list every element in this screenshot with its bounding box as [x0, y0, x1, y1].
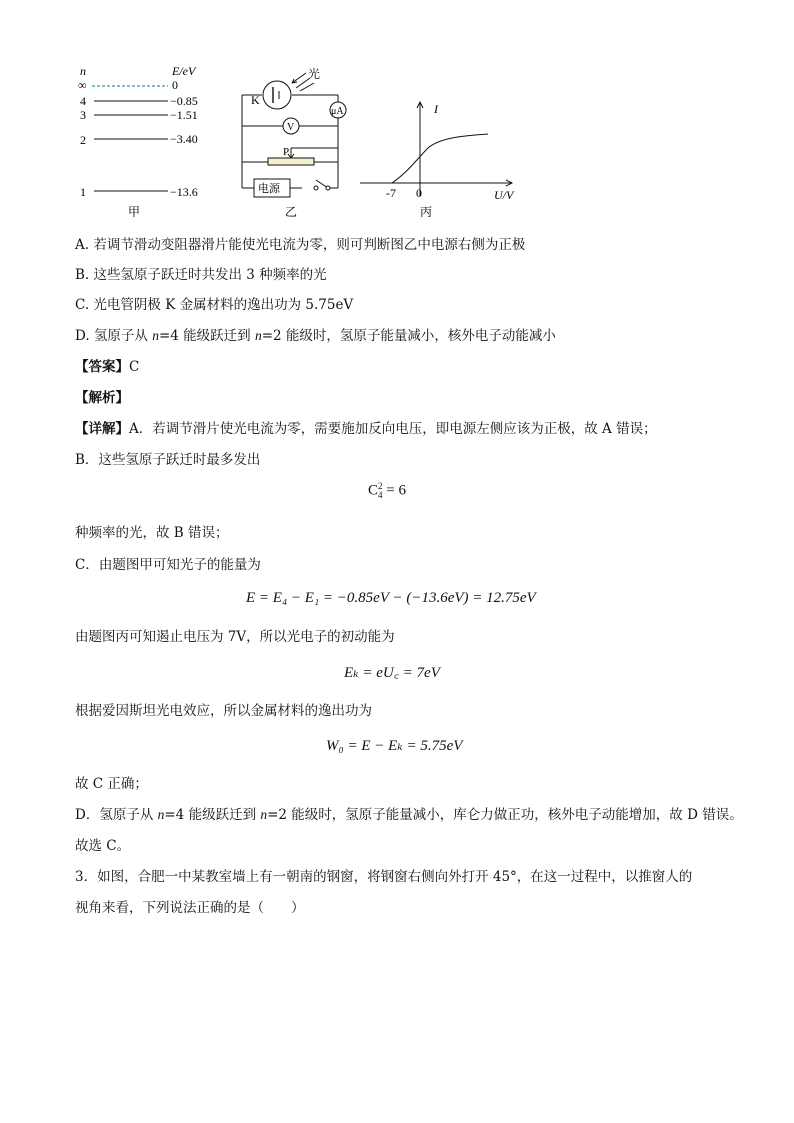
caption-bing: 丙: [420, 205, 433, 219]
level-e-2: −3.40: [170, 132, 198, 146]
analysis-tag: 【解析】: [75, 390, 129, 406]
question-3-line-2: 视角来看，下列说法正确的是（ ）: [75, 900, 305, 916]
light-rays-icon: [292, 66, 320, 91]
tick-label-neg7: -7: [386, 186, 396, 200]
circuit-diagram: [242, 95, 338, 188]
photon-energy-equation: E = E₄ − E₁ = −0.85eV − (−13.6eV) = 12.75eV: [246, 590, 536, 606]
e-axis-label: E/eV: [172, 64, 196, 78]
tick-label-zero: 0: [416, 186, 422, 200]
detail-c3: 根据爱因斯坦光电效应，所以金属材料的逸出功为: [75, 703, 372, 719]
option-c: C. 光电管阴极 K 金属材料的逸出功为 5.75eV: [75, 297, 354, 313]
photocurrent-curve: [372, 134, 488, 183]
answer-tag: 【答案】: [75, 359, 129, 375]
i-axis-label: I: [434, 102, 438, 116]
light-label: 光: [308, 67, 321, 81]
detail-choose: 故选 C。: [75, 838, 131, 854]
kinetic-energy-equation: Eₖ = eU꜀ = 7eV: [344, 665, 440, 681]
detail-c2: 由题图丙可知遏止电压为 7V，所以光电子的初动能为: [75, 629, 395, 645]
level-n-3: 3: [80, 108, 86, 122]
level-e-1: −13.6: [170, 185, 198, 199]
option-a: A. 若调节滑动变阻器滑片能使光电流为零，则可判断图乙中电源右侧为正极: [75, 237, 526, 253]
option-b: B. 这些氢原子跃迁时共发出 3 种频率的光: [75, 267, 327, 283]
level-n-4: 4: [80, 94, 86, 108]
level-e-3: −1.51: [170, 108, 198, 122]
question-figure: [70, 58, 540, 228]
level-n-1: 1: [80, 185, 86, 199]
answer-line: [75, 358, 139, 376]
answer-value: C: [129, 359, 140, 375]
caption-yi: 乙: [285, 205, 298, 219]
level-e-inf: 0: [172, 78, 178, 92]
detail-b: B．这些氢原子跃迁时最多发出: [75, 452, 261, 468]
detail-d: D．氢原子从 n=4 能级跃迁到 n=2 能级时，氢原子能量减小，库仑力做正功，核外电子动能增加，故 D 错误。: [75, 807, 743, 823]
option-d: D. 氢原子从 n=4 能级跃迁到 n=2 能级时，氢原子能量减小，核外电子动能减小: [75, 328, 556, 344]
level-n-inf: ∞: [78, 78, 87, 92]
iu-graph: [360, 102, 515, 219]
microammeter-label: μA: [331, 106, 344, 117]
cathode-label-k: K: [251, 93, 260, 107]
combination-equation: C 2 4 = 6: [368, 481, 406, 500]
detail-c: C．由题图甲可知光子的能量为: [75, 557, 261, 573]
u-axis-label: U/V: [494, 188, 514, 202]
slider-label-p: P: [283, 146, 290, 158]
detail-a: 【详解】A．若调节滑片使光电流为零，需要施加反向电压，即电源左侧应该为正极，故 A 错误；: [75, 421, 657, 437]
voltmeter-label: V: [287, 122, 295, 133]
detail-tag: 【详解】: [75, 421, 129, 437]
detail-c-result: 故 C 正确；: [75, 776, 148, 792]
energy-level-diagram: [78, 64, 198, 219]
caption-jia: 甲: [128, 205, 141, 219]
detail-b-after: 种频率的光，故 B 错误；: [75, 525, 229, 541]
work-function-equation: W₀ = E − Eₖ = 5.75eV: [326, 738, 463, 754]
phototube: [251, 81, 291, 109]
power-source-label: 电源: [258, 182, 280, 195]
question-3-line-1: 3．如图，合肥一中某教室墙上有一朝南的钢窗，将钢窗右侧向外打开 45°，在这一过程中，以推窗人的: [75, 869, 693, 885]
n-axis-label: n: [80, 64, 86, 78]
level-n-2: 2: [80, 133, 86, 147]
level-e-4: −0.85: [170, 94, 198, 108]
voltmeter: [283, 118, 299, 134]
microammeter: [330, 102, 346, 118]
